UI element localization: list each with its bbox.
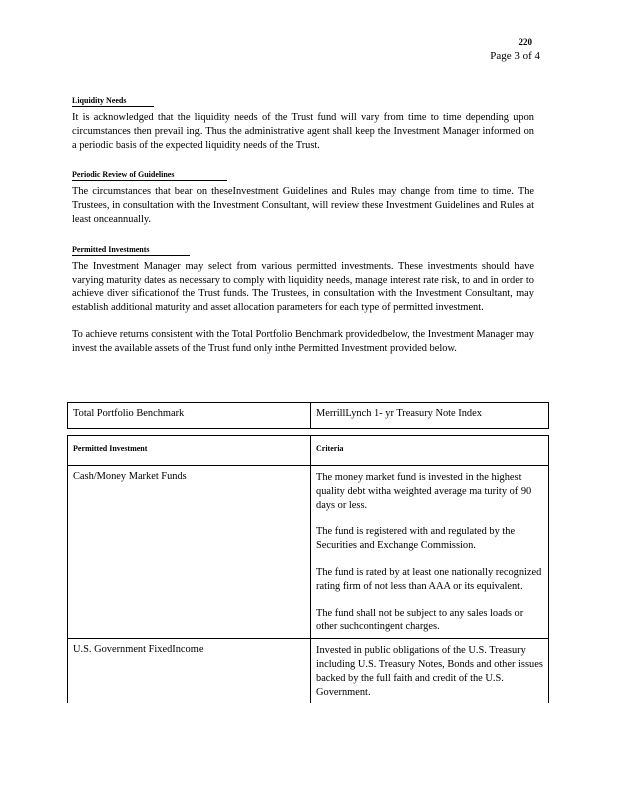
section-heading-permitted-investments: Permitted Investments: [72, 245, 190, 256]
criteria-item: The money market fund is invested in the highest quality debt witha weighted average ma turity of 90 days or less.: [316, 472, 532, 511]
criteria-cell: [311, 466, 549, 639]
benchmark-row: [68, 403, 549, 429]
page-number: 220: [518, 37, 532, 47]
paragraph-periodic-review: The circumstances that bear on theseInvestment Guidelines and Rules may change from time to time. The Trustees, in consultation with the Investment Consultant, will review these Investment Guidelines and Rules at least onceannually.: [72, 186, 534, 225]
table-row: [68, 639, 549, 704]
criteria-item: The fund is rated by at least one nationally recognized rating firm of not less than AAA or its equivalent.: [316, 566, 542, 592]
investment-name: Cash/Money Market Funds: [68, 466, 311, 639]
paragraph-benchmark-intro: To achieve returns consistent with the Total Portfolio Benchmark providedbelow, the Investment Manager may invest the available assets of the Trust fund only inthe Permitted Investment provided below.: [72, 328, 534, 354]
criteria-cell: [311, 639, 549, 704]
document-body: [72, 90, 534, 368]
investment-name: U.S. Government FixedIncome: [68, 639, 311, 704]
paragraph-liquidity: It is acknowledged that the liquidity needs of the Trust fund will vary from time to time depending upon circumstances then prevail ing. Thus the administrative agent shall keep the Investment Manager informed on a periodic basis of the expected liquidity needs of the Trust.: [72, 112, 534, 151]
benchmark-label: Total Portfolio Benchmark: [68, 403, 311, 429]
page-of-label: Page 3 of 4: [490, 50, 540, 62]
criteria-item: The fund is registered with and regulated by the Securities and Exchange Commission.: [316, 526, 516, 552]
col-header-investment: Permitted Investment: [68, 436, 311, 466]
investment-table: [67, 402, 549, 703]
criteria-item: Invested in public obligations of the U.S. Treasury including U.S. Treasury Notes, Bonds and other issues backed by the full faith and credit of the U.S. Government.: [316, 645, 543, 698]
criteria-item: The fund shall not be subject to any sales loads or other suchcontingent charges.: [316, 607, 524, 633]
benchmark-value: MerrillLynch 1- yr Treasury Note Index: [311, 403, 549, 429]
paragraph-permitted-investments: The Investment Manager may select from various permitted investments. These investments should have varying maturity dates as necessary to comply with liquidity needs, manage interest rate risk, to and in order to achieve diver sificationof the Trust funds. The Trustees, in consultation with the Investment Consultant, may establish additional maturity and asset allocation parameters for each type of permitted investment.: [72, 260, 534, 314]
section-heading-liquidity: Liquidity Needs: [72, 96, 154, 107]
table-row: [68, 466, 549, 639]
table-header-row: [68, 436, 549, 466]
col-header-criteria: Criteria: [311, 436, 549, 466]
section-heading-periodic-review: Periodic Review of Guidelines: [72, 170, 227, 181]
